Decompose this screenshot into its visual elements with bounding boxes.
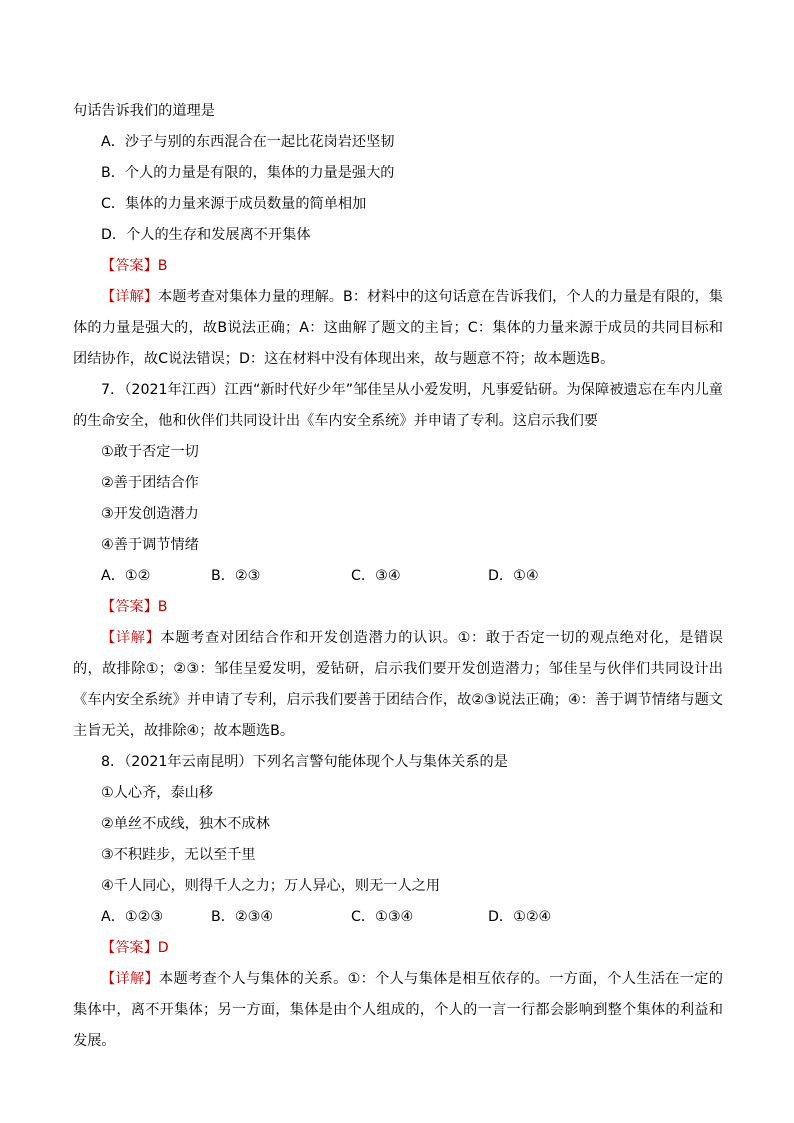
q7-choices xyxy=(73,561,723,592)
q8-choice-c: C．①③④ xyxy=(351,909,414,925)
detail-tag: 【详解】 xyxy=(101,289,158,305)
q6-option-a: A．沙子与别的东西混合在一起比花岗岩还坚韧 xyxy=(101,134,395,150)
q8-item-3: ③不积跬步，无以至千里 xyxy=(101,847,256,863)
q8-choice-b: B．②③④ xyxy=(211,909,274,925)
q8-item-4: ④千人同心，则得千人之力；万人异心，则无一人之用 xyxy=(101,878,441,894)
q6-detail xyxy=(73,282,723,375)
q6-option-c: C．集体的力量来源于成员数量的简单相加 xyxy=(101,196,367,212)
answer-tag: 【答案】 xyxy=(101,258,158,274)
q7-choice-b: B．②③ xyxy=(211,568,261,584)
q7-answer xyxy=(73,592,723,623)
q7-item-2: ②善于团结合作 xyxy=(101,475,199,491)
q8-choices xyxy=(73,902,723,933)
q8-detail xyxy=(73,964,723,1057)
q8-answer xyxy=(73,933,723,964)
q6-stem-tail: 句话告诉我们的道理是 xyxy=(73,103,215,119)
q8-stem: 8．（2021年云南昆明）下列名言警句能体现个人与集体关系的是 xyxy=(101,754,508,770)
q7-choice-c: C．③④ xyxy=(351,568,401,584)
detail-text: 本题考查个人与集体的关系。①：个人与集体是相互依存的。一方面，个人生活在一定的集体中，离不开集体；另一方面，集体是由个人组成的，个人的一言一行都会影响到整个集体的利益和发展。 xyxy=(73,971,723,1049)
answer-value: D xyxy=(157,940,169,956)
detail-tag: 【详解】 xyxy=(101,630,161,646)
q7-detail xyxy=(73,623,723,747)
q6-option-d: D．个人的生存和发展离不开集体 xyxy=(101,227,311,243)
q8-choice-d: D．①②④ xyxy=(488,909,552,925)
q7-item-1: ①敢于否定一切 xyxy=(101,444,199,460)
document-page xyxy=(73,96,723,1057)
detail-text: 本题考查对集体力量的理解。B：材料中的这句话意在告诉我们，个人的力量是有限的，集体的力量是强大的，故B说法正确；A：这曲解了题文的主旨；C：集体的力量来源于成员的共同目标和团结协作，故C说法错误；D：这在材料中没有体现出来，故与题意不符；故本题选B。 xyxy=(73,289,723,367)
q7-choice-d: D．①④ xyxy=(488,568,539,584)
q6-option-b: B．个人的力量是有限的，集体的力量是强大的 xyxy=(101,165,395,181)
q7-item-3: ③开发创造潜力 xyxy=(101,506,199,522)
answer-value: B xyxy=(157,258,168,274)
detail-tag: 【详解】 xyxy=(101,971,160,987)
q7-item-4: ④善于调节情绪 xyxy=(101,537,199,553)
q8-choice-a: A．①②③ xyxy=(101,909,164,925)
q8-item-1: ①人心齐，泰山移 xyxy=(101,785,214,801)
q6-answer xyxy=(73,251,723,282)
answer-tag: 【答案】 xyxy=(101,940,158,956)
q8-item-2: ②单丝不成线，独木不成林 xyxy=(101,816,270,832)
detail-text: 本题考查对团结合作和开发创造潜力的认识。①：敢于否定一切的观点绝对化，是错误的，故排除①；②③：邹佳呈爱发明，爱钻研，启示我们要开发创造潜力；邹佳呈与伙伴们共同设计出《车内安全系统》并申请了专利，启示我们要善于团结合作，故②③说法正确；④：善于调节情绪与题文主旨无关，故排除④；故本题选B。 xyxy=(73,630,723,739)
answer-value: B xyxy=(157,599,168,615)
answer-tag: 【答案】 xyxy=(101,599,158,615)
q7-stem: 7．（2021年江西）江西“新时代好少年”邹佳呈从小爱发明，凡事爱钻研。为保障被遗忘在车内儿童的生命安全，他和伙伴们共同设计出《车内安全系统》并申请了专利。这启示我们要 xyxy=(73,382,723,429)
q7-choice-a: A．①② xyxy=(101,568,151,584)
